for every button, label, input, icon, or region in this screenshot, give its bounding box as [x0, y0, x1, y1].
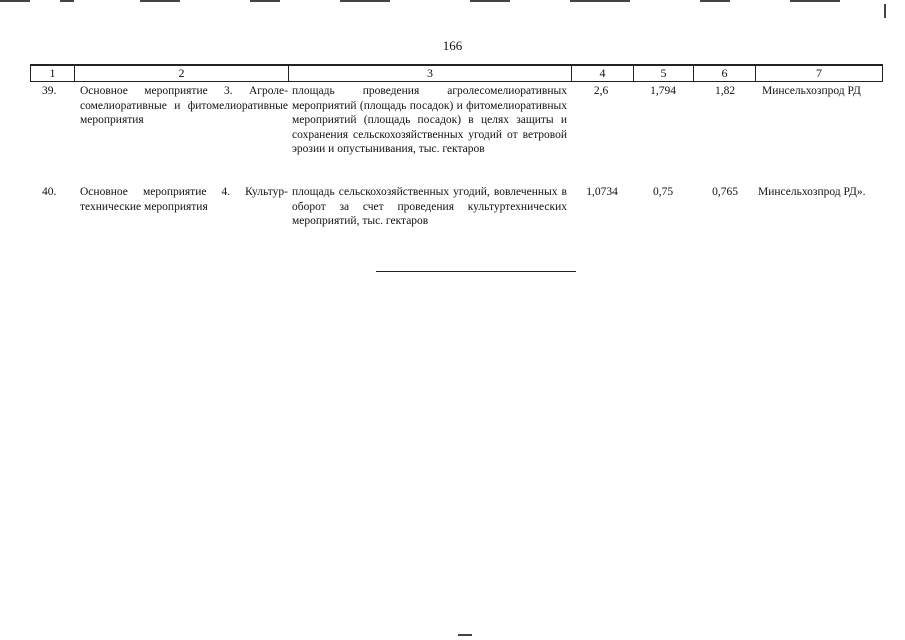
- column-header-6: 6: [693, 65, 755, 82]
- table-row: [30, 84, 883, 174]
- table-row: [30, 185, 883, 235]
- row-number: 39.: [42, 85, 57, 97]
- value-col-6: 0,765: [712, 186, 738, 198]
- scan-mark: [458, 634, 472, 636]
- scan-mark: [570, 0, 630, 2]
- scan-mark: [790, 0, 840, 2]
- column-header-3: 3: [288, 65, 571, 82]
- scan-mark: [470, 0, 510, 2]
- scan-mark: [700, 0, 730, 2]
- scan-mark: [884, 4, 886, 18]
- value-col-5: 1,794: [650, 85, 676, 97]
- scan-mark: [140, 0, 180, 2]
- scan-mark: [340, 0, 390, 2]
- row-number: 40.: [42, 186, 57, 198]
- column-header-7: 7: [755, 65, 883, 82]
- column-header-1: 1: [30, 65, 74, 82]
- column-header-2: 2: [74, 65, 288, 82]
- value-col-4: 2,6: [593, 85, 609, 97]
- indicator-description: площадь проведения агролесомелиоративных мероприятий (площадь посадок) и фитомелиоративных мероприятий (площадь посадок) в целях защиты и сохранения сельскохозяйственных угодий от ветровой эрозии и опустынивания, тыс. гектаров: [292, 85, 567, 156]
- scan-mark: [0, 0, 30, 2]
- value-col-5: 0,75: [652, 186, 674, 198]
- value-col-6: 1,82: [714, 85, 736, 97]
- activity-name: Основное мероприятие 4. Культуртехнические мероприятия: [80, 186, 288, 213]
- executor: Минсельхозпрод РД: [762, 85, 861, 97]
- value-col-4: 1,0734: [586, 186, 618, 198]
- scan-mark: [60, 0, 74, 2]
- column-header-5: 5: [633, 65, 693, 82]
- scan-mark: [250, 0, 280, 2]
- indicator-description: площадь сельскохозяйственных угодий, вовлеченных в оборот за счет проведения культуртехнических мероприятий, тыс. гектаров: [292, 186, 567, 228]
- page-number: 166: [442, 38, 463, 53]
- column-header-4: 4: [571, 65, 633, 82]
- closing-rule: [376, 271, 576, 272]
- activity-name: Основное мероприятие 3. Агролесомелиоративные и фитомелиоративные мероприятия: [80, 85, 288, 127]
- executor: Минсельхозпрод РД».: [758, 186, 866, 198]
